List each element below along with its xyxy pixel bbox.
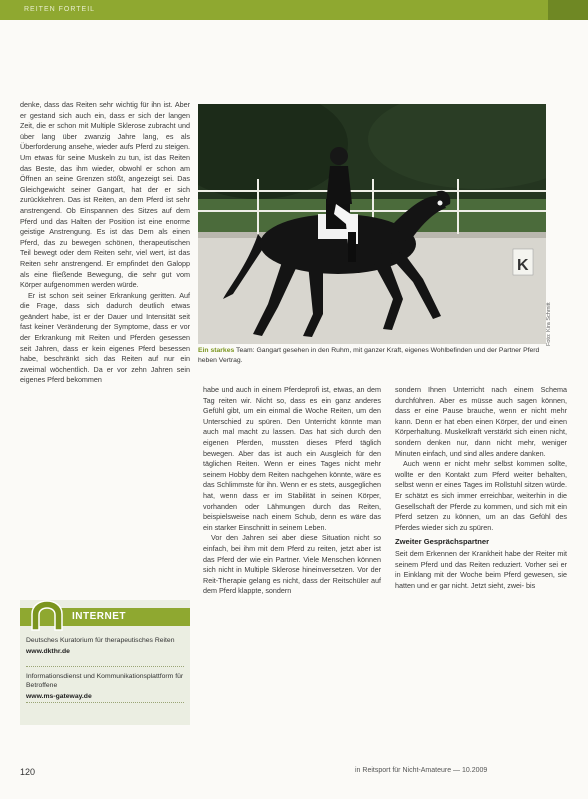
internet-infobox <box>20 600 190 725</box>
caption-text: Team: Gangart gesehen in den Ruhm, mit ganzer Kraft, eigenes Wohlbefinden und der Partner Pferd heben Vertrag. <box>198 347 540 364</box>
dressage-horse-photo <box>198 104 546 344</box>
paragraph: sondern Ihnen Unterricht nach einem Schema durchführen. Aber es müsse auch sagen können, dass er eine Pause brauche, wenn er nicht mehr kann. Denn er hat eben einen Körper, der und einen Körperhaltung. Muskelkraft verstärkt sich einen nicht, sondern denken nur, dann nicht mehr, weniger Minuten einfach, und sind alles andere danken. <box>395 385 567 458</box>
paragraph: Vor den Jahren sei aber diese Situation nicht so einfach, bei ihm mit dem Pferd zu reiten, jetzt aber ist das Pferd der wie ein Partner. Viele Menschen können sich nicht in Multiple Sklerose hineinversetzen. Vor der Reit-Therapie gelang es nicht, dass der Reitschüler auf dem Pferd klappte, sondern <box>203 533 381 596</box>
text-column-2 <box>203 385 381 597</box>
infobox-entry <box>26 636 186 656</box>
page-number: 120 <box>20 767 36 777</box>
paragraph: Er ist schon seit seiner Erkrankung geritten. Auf die Frage, dass sich dadurch deutlich etwas geändert habe, ist er der Dauer und Intensität seit fast keiner Veränderung der Symptome, dass er vor der Erkrankung mit Reiten und Pferden gesessen seit Jahren, dass er kein eigenes Pferd besessen habe, beschränkt sich das Reiten auf nur ein zweimal wöchentlich. Da er vor zehn Jahren sein eigenes Pferd bekommen <box>20 290 190 385</box>
paragraph: Auch wenn er nicht mehr selbst kommen sollte, wollte er den Kontakt zum Pferd weiter behalten, selbst wenn er eines Tages im Rollstuhl sitzen würde. Er schätzt es sich immer erreichbar, weiterhin in die Gesellschaft der Pferde zu kommen, und sich mit ein Pferd setzen zu können, um an das Gefühl des Pferdes wieder sich zu spüren. <box>395 459 567 532</box>
horseshoe-icon <box>26 600 68 632</box>
infobox-divider <box>26 702 184 703</box>
paragraph: denke, dass das Reiten sehr wichtig für ihn ist. Aber er gestand sich auch ein, dass er sich der langen Zeit, die er schon mit Multiple Sklerose zubracht und über lang über zwanzig Jahre lang, es als Überforderung ansehe, wieder aufs Pferd zu steigen. Um etwas für seine Muskeln zu tun, ist das Reiten das Beste, das ihm wieder, obwohl er schon am Öffnen an seine Grenzen stößt, angezeigt sei. Das Gleichgewicht seiner Gangart, hat der er sich zurückkehren. Das ist Reiten, an dem Pferd ist sehr anstrengend. Ob Einspannen des Sitzes auf dem Pferd und das Halten der Position ist eine enorme geistige Anstrengung. Es ist das Dem als einen Pferd, das zu bewegen schönen, therapeutischen Teil bewegt oder dem Reiten sehr, viel wert, ist das Reiten sehr anstrengend. Er empfindet den Galopp als eine fließende Bewegung, die sehr gut vom Körper aufgenommen werden würde. <box>20 100 190 290</box>
infobox-entry-url[interactable]: www.dkthr.de <box>26 648 70 655</box>
text-column-3 <box>395 385 567 591</box>
section-label: REITEN FORTEIL <box>24 6 96 13</box>
article-photo <box>198 104 546 344</box>
infobox-divider <box>26 666 184 667</box>
subheading: Zweiter Gesprächspartner <box>395 537 490 547</box>
infobox-entry-desc: Informationsdienst und Kommunikationsplattform für Betroffene <box>26 673 184 689</box>
section-header-bar <box>0 0 588 20</box>
infobox-entry-url[interactable]: www.ms-gateway.de <box>26 693 92 700</box>
publication-line: in Reitsport für Nicht-Amateure — 10.2009 <box>355 767 488 774</box>
infobox-entry-desc: Deutsches Kuratorium für therapeutisches Reiten <box>26 637 175 644</box>
caption-lead: Ein starkes <box>198 347 235 354</box>
paragraph: habe und auch in einem Pferdeprofi ist, etwas, an dem Tag reiten wir. Nicht so, dass es ein ganz anderes Gefühl gibt, um ein einmal die Woche Reiten, um den Unterschied zu spüren. Den Unterricht könnte man auch mal macht zu lassen. Das hat sich durch den eigenen Pferden, mussten dieses Pferd täglich bewegen. Aber das ist auch ein Ausgleich für den täglichen Reiten. Wenn er eines Tages nicht mehr seinem Hobby dem Reiten nachgehen könnte, wäre es das Schlimmste für ihn. Wenn er es stets, ausgeglichen hat, wenn dass er im Stabilität in seinen Körper, vorhanden oder Lähmungen durch das Reiten, beispielsweise nach einem Schub, denn es wäre das ein starker Einschnitt in seinem Leben. <box>203 385 381 532</box>
paragraph: Seit dem Erkennen der Krankheit habe der Reiter mit seinem Pferd und das Reiten reduziert. Vorher sei er in Einklang mit der Woche beim Pferd gewesen, sie hatten und er gar nicht. Jetzt sieht, zwei- bis <box>395 548 567 590</box>
header-tab <box>548 0 588 20</box>
infobox-entry <box>26 672 186 701</box>
photo-credit: Foto: Kira Schmitt <box>546 302 552 346</box>
photo-caption <box>198 346 546 365</box>
text-column-1 <box>20 100 190 386</box>
svg-text:K: K <box>517 257 529 274</box>
infobox-title: INTERNET <box>72 611 126 622</box>
